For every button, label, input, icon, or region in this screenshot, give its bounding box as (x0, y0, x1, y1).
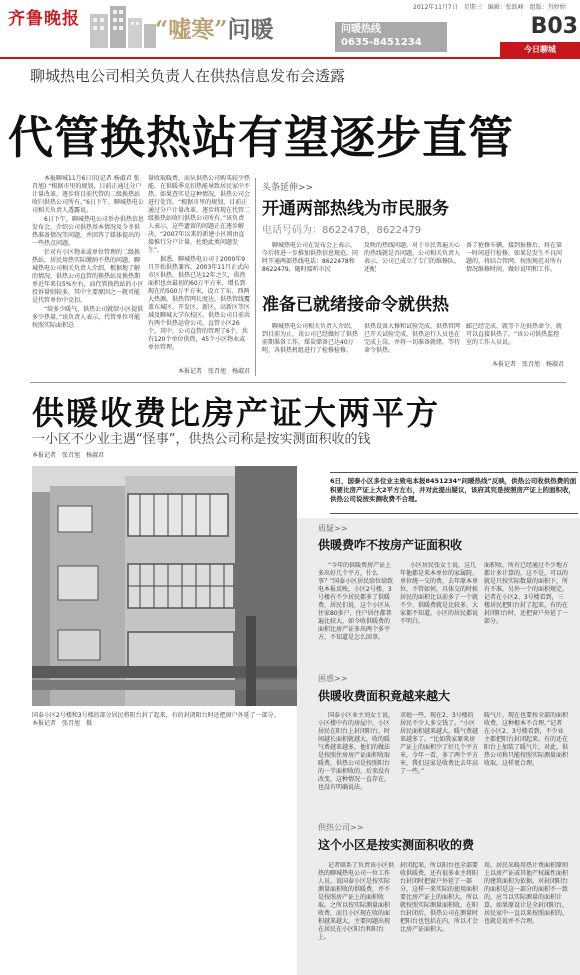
paragraph: 量收取暖费，而从供热公司购买较少热能，在供暖季克扣热能导致居民家中不热。如果查实是这种情况，供热公司会进行处罚。“根据市里的规划，目前正通过分户计量改革，逐步将现在代管二级换热站收归供热公司所有。”该负责人表示，这些遗留的问题正在逐步解决，“2007年以来的新建小区则由直接推行分户计量，杜绝此类问题发生”。 (148, 175, 250, 254)
brief2-col2: 供热设备大修和试验完成，供热管网已开关试验完成，供热运行人员也在完成上岗，并将一切准备就绪，等待命令供热。 (364, 323, 460, 354)
section3-category: 供热公司>> (318, 823, 364, 832)
story2-byline: 本报记者 张召旭 杨淑君 (32, 452, 105, 459)
hotline-label: 问暖热线 (341, 24, 381, 35)
lead-body-col2 (148, 175, 250, 367)
photo-caption: 国泰小区2号楼和3号楼的部分居民将阳台封了起来，有的封闭阳台时还把窗户外延了一部分。 本报记者 张召旭 摄 (32, 712, 295, 727)
story2-subheadline: 一小区不少业主遇“怪事”，供热公司称是按实测面积收的钱 (32, 432, 371, 447)
building-photo (32, 466, 297, 706)
paragraph: 本报聊城11月6日讯(记者 杨淑君 张召旭) “根据市里的规划，目前正通过分户计量改革，逐步将目前代管的二级换热站收归供热公司所有。”6日下午，聊城热电公司相关负责人透露说。 (32, 175, 144, 214)
paragraph: 6日下午，聊城热电公司举办供热信息发布会，介绍公司供热基本情况及今冬供热准备情况等问题，并回答了媒体提出的一些热点问题。 (32, 216, 144, 247)
brief1-headline: 开通两部热线为市民服务 (262, 199, 449, 219)
slogan-part2: 问暖 (227, 16, 274, 43)
slogan-part1: “嘘寒” (155, 16, 228, 43)
section3-col3: 用，居民采暖用热计费面积原则上以房产证或其他产权属性面积的建筑面积为依据。对封闭阳台的面积是这一部分的面积不一致的，应当以实际测量的面积计算，如果原设计是全封闭阳台，居民家中一直以来按照面积的，也就是说并不合理。 (484, 862, 568, 925)
brief1-col3: 备了抢修车辆，接到报修后，将在第一时间进行检修，如果是发生不良问题的，将结合管网，按照规范对所有情况维修时间，做好说明和工作。 (466, 242, 563, 273)
section-tag: 今日聊城 (500, 42, 580, 57)
paragraph: 据悉，聊城热电公司于2000年9月开始供热兼容，2003年11月正式向市区供热，供热已达12年之久，供热面积也由最初的60万平方米，增长到现在的500万平方米，设立了东、西两大热源，供热管网长度达，供热管线覆盖东城区、开发区、新区、高新区等区域及聊城大学东校区。供热公司目前共有两个供热运营公司，直管小区26个，其中，公司直管的管理了6个，共有120个单位供热，45个小区物业或单位管理。 (148, 256, 250, 351)
section1-col3: 面积收，所有已经通过不少地方都计多计算的，这不是，可以的就是只按实际数量的面积下，所有不准，另外一个的面积规定。记者在小区2、3号楼看到，三楼居民把阳台封了起来，有的在封闭阳台时，还把窗户外延了一部分。 (484, 562, 568, 625)
column-divider (255, 178, 256, 376)
brief2-headline: 准备已就绪接命令就供热 (262, 295, 449, 315)
section1-col2: 小区居民张女士说，这几年他都是来本单位的家属院，单位统一交的费，去年原本单位，不管如何，具体交的时候居民的面积比以前多了一个就不少，供暖费就是比较多，大家都不知道。小区的居民都说不明白。 (400, 562, 478, 625)
hotline-number: 0635-8451234 (341, 37, 422, 48)
story2-notice: 6日，国泰小区多位业主致电本报8451234“问暖热线”反映，供热公司收供热费的面积要比房产证上大2平方左右，并对此提出疑议，该府其究是按照房产证上的面积收，供热公司说按实测收费不合理。 (330, 472, 578, 514)
section1-title: 供暖费咋不按房产证面积收 (318, 538, 463, 552)
brief2-byline: 本报记者 张召旭 杨淑君 (491, 361, 564, 368)
paragraph: “给多少暖气，供热公司就给小区提供多少热量。”该负责人表示，代管单位可能按照实际面积总 (32, 306, 144, 329)
section3-col1: 记者联系了负责该小区供热的聊城热电公司一位工作人员，说国泰小区是按实际测量面积收的供暖费，并不是按照房产证上的面积收取。之所以按实际测量面积收费，而且小区现在收的面积越来越大，主要问题出现在居民在小区阳台和阳台上。 (318, 862, 394, 941)
brief2-col1: 聊城热电公司相关负责人介绍，到目前为止，该公司已经做好了供热前期准备工作，煤炭储备已达40万吨，各供热机组进行了检修检修， (262, 323, 358, 354)
brief1-col1: 聊城热电公司在发布会上表示，今后将进一步推加供热信息规范，同时开通两部热线电话：8622478和8622479，随时接听市民 (262, 242, 358, 273)
section2-title: 供暖收费面积竟越来越大 (318, 689, 451, 703)
brief1-phone: 电话号码为：8622478，8622479 (262, 225, 422, 236)
section1-col1: “今年的供暖费房产证上多出好几个平方，什么事？”国泰小区居民给位给致电本报反映，小区2号楼、3号楼有不少居民都多了供暖费，居民们说，这个小区从住家80多户，住户居住都普遍比较大，如今收供暖费的面积比房产证多出两个多平方，不知道是怎么回事。 (318, 562, 394, 641)
page-number: B03 (530, 14, 578, 39)
building-illustration (88, 4, 158, 48)
section2-col2: 求她一些，现在2、3号楼的居民不少人多交钱了。“小区居民面积越来越大，暖气费越来越多了。“比如我家原来房产证上的面积少了好几个平方米，今年一看，多了两个平方米，我们这家是收费比去年高了一些。” (400, 712, 478, 775)
lead-kicker: 聊城热电公司相关负责人在供热信息发布会透露 (30, 67, 346, 85)
brief1-col2: 反映的热线问题。对于市民普遍关心的热线就是否问题，公司相关负责人表示，公司已成立了专门的维修队，还配 (364, 242, 460, 273)
newspaper-logo: 齐鲁晚报 (8, 9, 80, 29)
masthead-rule (0, 57, 580, 59)
section-divider (30, 382, 566, 383)
lead-byline: 本报记者 张召旭 杨淑君 (177, 368, 250, 375)
brief2-col3: 邮已经完成，就等下达供热命令，就可以直接供热了。“该公司供热监控室的工作人员说。 (466, 323, 563, 346)
section3-title: 这个小区是按实测面积收的费 (318, 838, 475, 852)
section1-category: 质疑>> (318, 524, 348, 533)
section2-category: 困惑>> (318, 674, 348, 683)
hotline-box (335, 22, 447, 52)
section3-col2: 封闭起来，所以阳台也全部要收供暖费，还有很多业主将阳台封闭时把窗户外延了一部分，这样一来实际的使用面积要比房产证上的面积大，所以就按照实际测量面积收。在阳台封闭后，供热公司在测量时把阳台也包括在内，所以才会比房产证面积大。 (400, 862, 478, 933)
paragraph: 针对有小区物业或单位管理的二级换热站，居民用热实际缴纳不热的问题，聊城热电公司相关负责人介绍，根据地了解的情况，供热公司直管的换热站及换热期单近年来仅5%左右，而代管换热站的小区投诉量则较多，其中主要原因之一就可能是代管单位中克扣。 (32, 249, 144, 304)
brief1-kicker: 头条延伸>> (262, 183, 314, 193)
section2-col1: 国泰小区业主刘女士说，小区楼中有的房屋中，小区居民在阳台上封闭阳台，时间越长面积就越大，收的暖气费越来越多，他们的做法是按照住房房产证面积收取暖费，供热公司是按照阳台的一半面积收的，后来没有改变，这种情况一直存在，也没有明确说法。 (318, 712, 394, 791)
dateline: 2012年11月7日 星期三 编辑：张跃峰 组版：肖婷婷 (413, 4, 566, 11)
banner-slogan (155, 8, 340, 52)
story2-headline: 供暖收费比房产证大两平方 (32, 394, 441, 432)
lead-body-col1 (32, 175, 144, 375)
lead-headline: 代管换热站有望逐步直管 (8, 111, 515, 164)
section2-col3: 暖气片，现在也要按全部的面积收费，这种根本不合理。”记者在小区2、3号楼看到，不少业主都把阳台封闭起来，有的还在阳台上加装了暖气片，对此，供热公司称只能按照实际测量面积收取，这样更合理。 (484, 712, 568, 767)
